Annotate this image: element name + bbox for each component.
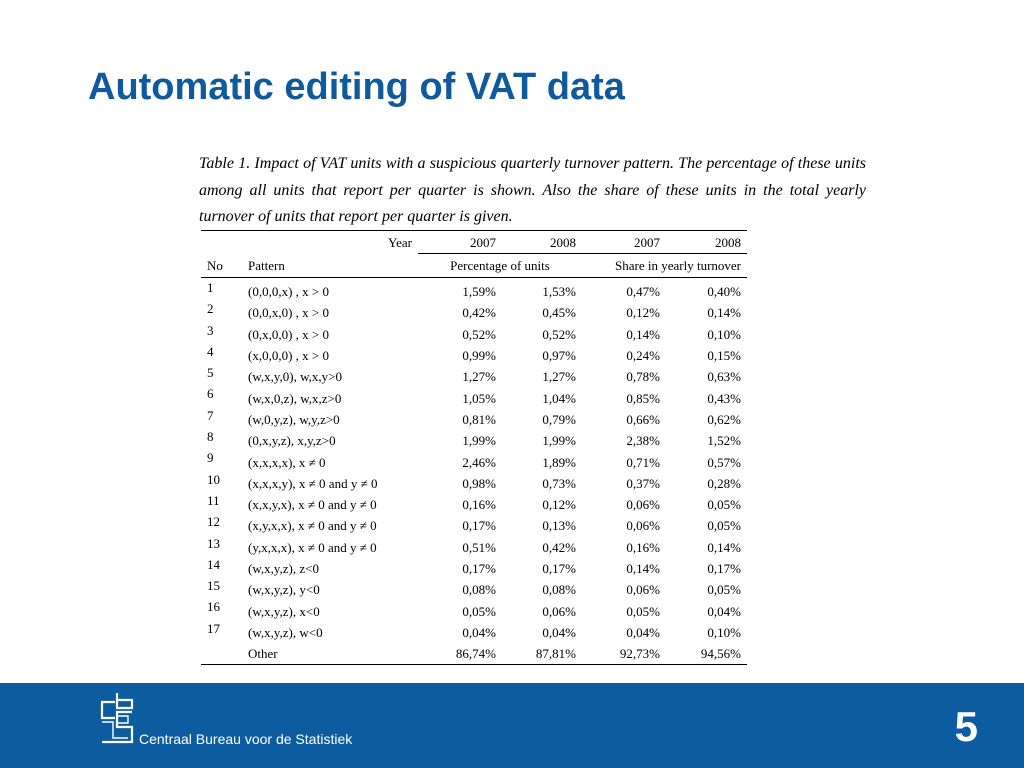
row-number: 14 [207,556,220,572]
year-header: 2008 [502,231,582,254]
row-number: 12 [207,514,220,530]
row-number: 3 [207,322,214,338]
table-row [201,600,747,621]
table-row [201,278,747,303]
table-body [201,278,747,665]
value-cell: 1,04% [542,390,576,406]
table-row [201,345,747,366]
value-cell: 92,73% [582,643,666,665]
value-cell: 0,14% [626,326,660,342]
pattern-cell: Other [248,643,418,665]
value-cell: 1,05% [462,390,496,406]
value-cell: 0,85% [626,390,660,406]
value-cell: 0,12% [542,497,576,513]
value-cell: 0,42% [542,539,576,555]
year-header: 2007 [582,231,666,254]
year-label: Year [248,231,418,254]
table-caption: Table 1. Impact of VAT units with a suspicious quarterly turnover pattern. The percentage of these units among all units that report per quarter is shown. Also the share of these units in the total yearly turnover of units that report per quarter is given. [199,155,866,225]
pattern-header: Pattern [248,254,418,278]
value-cell: 0,06% [542,603,576,619]
pattern-cell: (x,y,x,x), x ≠ 0 and y ≠ 0 [248,518,377,534]
table-row [201,579,747,600]
value-cell: 0,16% [462,497,496,513]
value-cell: 0,15% [707,348,741,364]
value-cell: 0,66% [626,411,660,427]
value-cell: 0,28% [707,475,741,491]
value-cell: 0,43% [707,390,741,406]
row-number: 15 [207,578,220,594]
value-cell: 0,17% [462,518,496,534]
value-cell: 0,04% [707,603,741,619]
value-cell: 94,56% [666,643,747,665]
value-cell: 0,17% [542,561,576,576]
row-number: 1 [207,280,214,295]
row-number: 8 [207,429,214,445]
pattern-cell: (w,0,y,z), w,y,z>0 [248,411,340,427]
value-cell: 0,99% [462,348,496,364]
value-cell: 0,52% [462,326,496,342]
value-cell: 0,79% [542,411,576,427]
row-number: 2 [207,301,214,317]
value-cell: 0,14% [626,561,660,576]
table-row [201,622,747,643]
no-header: No [201,254,248,278]
row-number: 11 [207,492,220,508]
value-cell: 1,99% [462,433,496,449]
value-cell: 1,53% [542,284,576,300]
value-cell: 0,17% [462,561,496,576]
value-cell: 0,52% [542,326,576,342]
value-cell: 0,24% [626,348,660,364]
value-cell: 0,08% [542,582,576,598]
table-row [201,473,747,494]
value-cell: 0,14% [707,305,741,321]
value-cell: 0,04% [626,624,660,640]
value-cell: 0,71% [626,454,660,470]
table-row [201,387,747,408]
value-cell: 1,27% [542,369,576,385]
row-number: 17 [207,620,220,636]
page-number: 5 [954,703,978,750]
row-number: 16 [207,599,220,615]
row-number: 6 [207,386,214,402]
table-row [201,324,747,345]
row-number: 7 [207,407,214,423]
value-cell: 1,52% [707,433,741,449]
pattern-cell: (x,x,x,x), x ≠ 0 [248,454,326,470]
value-cell: 2,38% [626,433,660,449]
footer-bar [0,683,1024,768]
row-number [201,643,248,665]
year-header: 2007 [418,231,502,254]
table-row [201,515,747,536]
value-cell: 0,13% [542,518,576,534]
row-number: 9 [207,450,214,466]
value-cell: 0,98% [462,475,496,491]
value-cell: 0,47% [626,284,660,300]
value-cell: 0,97% [542,348,576,364]
value-cell: 0,45% [542,305,576,321]
row-number: 10 [207,471,220,487]
value-cell: 0,05% [707,518,741,534]
pattern-cell: (w,x,0,z), w,x,z>0 [248,390,342,406]
slide-title: Automatic editing of VAT data [88,66,625,108]
value-cell: 0,62% [707,411,741,427]
row-number: 5 [207,365,214,381]
table-row [201,430,747,451]
value-cell: 1,27% [462,369,496,385]
value-cell: 1,59% [462,284,496,300]
value-cell: 0,04% [542,624,576,640]
value-cell: 0,40% [707,284,741,300]
value-cell: 0,10% [707,326,741,342]
value-cell: 1,89% [542,454,576,470]
pattern-cell: (w,x,y,z), w<0 [248,624,323,640]
pattern-cell: (0,0,0,x) , x > 0 [248,284,329,300]
row-number: 13 [207,535,220,551]
pattern-cell: (0,x,0,0) , x > 0 [248,326,329,342]
value-cell: 1,99% [542,433,576,449]
pattern-cell: (w,x,y,z), x<0 [248,603,320,619]
pattern-cell: (x,x,y,x), x ≠ 0 and y ≠ 0 [248,497,377,513]
value-cell: 0,73% [542,475,576,491]
value-cell: 0,81% [462,411,496,427]
year-header: 2008 [666,231,747,254]
table-row [201,366,747,387]
value-cell: 0,05% [462,603,496,619]
value-cell: 0,17% [707,561,741,576]
value-cell: 0,08% [462,582,496,598]
header-row-labels [201,254,747,278]
pattern-cell: (x,x,x,y), x ≠ 0 and y ≠ 0 [248,475,378,491]
pattern-cell: (x,0,0,0) , x > 0 [248,348,329,364]
value-cell: 0,05% [707,497,741,513]
table-row [201,451,747,472]
value-cell: 0,05% [707,582,741,598]
value-cell: 0,51% [462,539,496,555]
header-row-years [201,231,747,254]
cbs-logo-icon [100,692,134,744]
value-cell: 0,42% [462,305,496,321]
organization-name: Centraal Bureau voor de Statistiek [139,731,353,747]
value-cell: 0,10% [707,624,741,640]
table-row [201,643,747,665]
value-cell: 0,37% [626,475,660,491]
table-row [201,302,747,323]
share-in-yearly-turnover-header: Share in yearly turnover [582,254,747,278]
value-cell: 0,06% [626,582,660,598]
value-cell: 0,06% [626,518,660,534]
table-row [201,537,747,558]
table-row [201,409,747,430]
pattern-cell: (w,x,y,z), y<0 [248,582,320,598]
pattern-cell: (y,x,x,x), x ≠ 0 and y ≠ 0 [248,539,377,555]
value-cell: 0,05% [626,603,660,619]
value-cell: 0,78% [626,369,660,385]
value-cell: 0,04% [462,624,496,640]
value-cell: 87,81% [502,643,582,665]
row-number: 4 [207,343,214,359]
pattern-cell: (0,x,y,z), x,y,z>0 [248,433,336,449]
table-row [201,558,747,579]
value-cell: 0,12% [626,305,660,321]
value-cell: 0,63% [707,369,741,385]
value-cell: 0,14% [707,539,741,555]
percentage-of-units-header: Percentage of units [418,254,582,278]
pattern-cell: (0,0,x,0) , x > 0 [248,305,329,321]
pattern-cell: (w,x,y,z), z<0 [248,561,319,576]
value-cell: 86,74% [418,643,502,665]
value-cell: 0,16% [626,539,660,555]
value-cell: 2,46% [462,454,496,470]
pattern-cell: (w,x,y,0), w,x,y>0 [248,369,342,385]
table-row [201,494,747,515]
value-cell: 0,57% [707,454,741,470]
vat-table [201,230,747,665]
value-cell: 0,06% [626,497,660,513]
